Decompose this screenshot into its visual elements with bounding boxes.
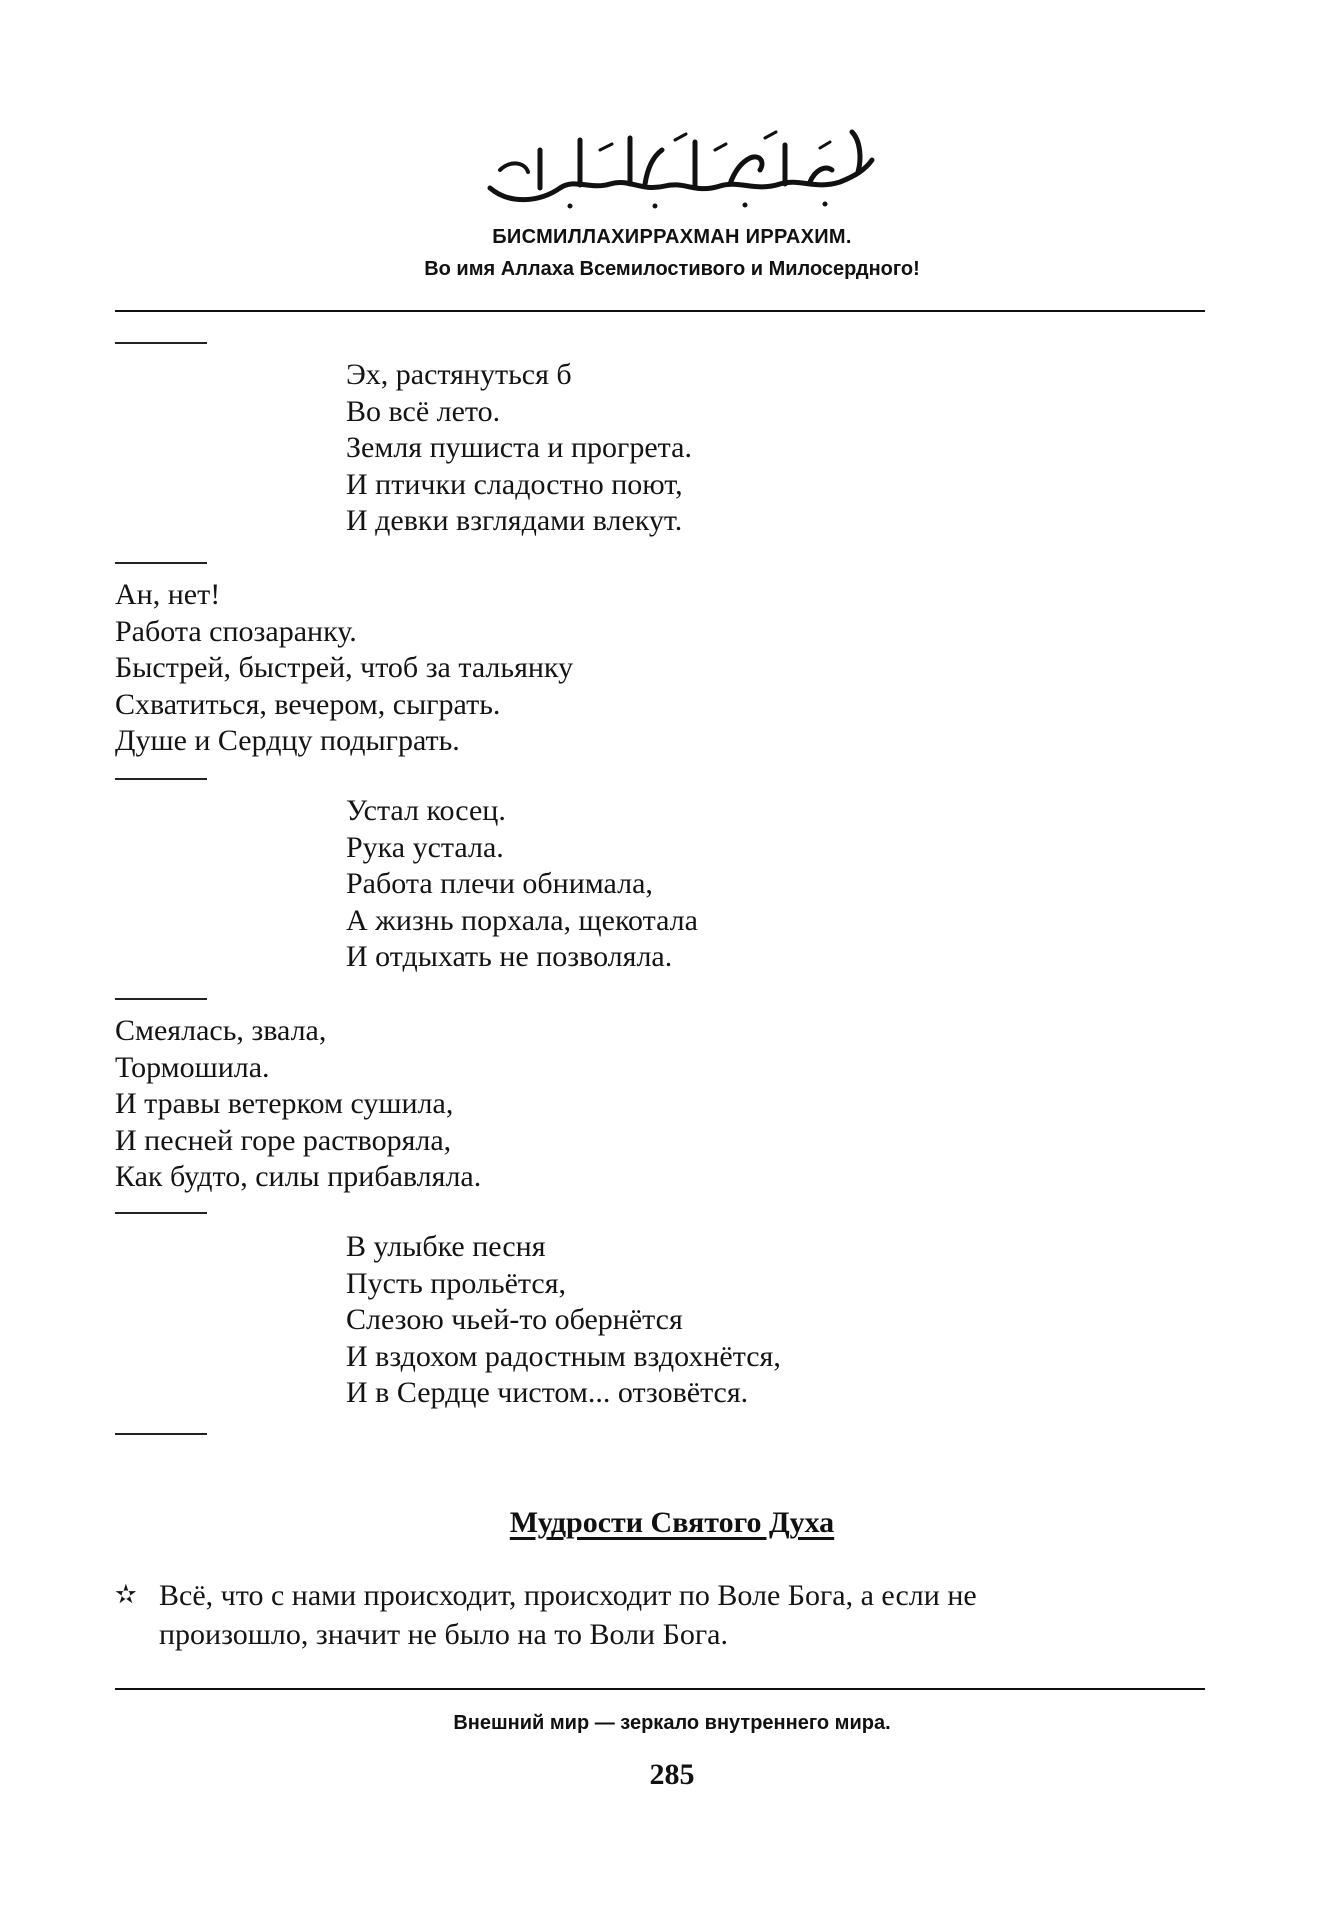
verse-line: Устал косец. <box>346 794 506 827</box>
star-outline-icon: ✫ <box>115 1580 137 1610</box>
stanza-3 <box>346 793 698 976</box>
verse-line: Пусть прольётся, <box>346 1266 566 1300</box>
header-divider <box>115 310 1205 312</box>
stanza-separator <box>115 1433 207 1435</box>
stanza-separator <box>115 778 207 780</box>
verse-line: Рука устала. <box>346 830 504 864</box>
verse-line: Быстрей, быстрей, чтоб за тальянку <box>115 651 574 684</box>
verse-line: Земля пушиста и прогрета. <box>346 431 692 464</box>
verse-line: Ан, нет! <box>115 578 221 611</box>
stanza-1 <box>346 357 692 540</box>
verse-line: А жизнь порхала, щекотала <box>346 903 698 937</box>
verse-line: И травы ветерком сушила, <box>115 1087 454 1120</box>
stanza-2 <box>115 577 573 760</box>
stanza-5 <box>346 1229 781 1412</box>
stanza-separator <box>115 1212 207 1214</box>
verse-line: И вздохом радостным вздохнётся, <box>346 1339 781 1373</box>
verse-line: И девки взглядами влекут. <box>346 504 683 537</box>
verse-line: Работа плечи обнимала, <box>346 867 653 900</box>
verse-line: Работа спозаранку. <box>115 614 357 648</box>
basmala-calligraphy-image <box>480 110 880 220</box>
footer-motto: Внешний мир — зеркало внутреннего мира. <box>453 1712 891 1734</box>
page-number: 285 <box>649 1758 695 1791</box>
footer-divider <box>115 1688 1205 1690</box>
verse-line: Как будто, силы прибавляла. <box>115 1160 482 1193</box>
verse-line: И песней горе растворяла, <box>115 1123 452 1157</box>
verse-line: И отдыхать не позволяла. <box>346 940 673 973</box>
verse-line: В улыбке песня <box>346 1230 546 1263</box>
stanza-4 <box>115 1013 481 1196</box>
wisdom-line: произошло, значит не было на то Воли Бога. <box>159 1618 728 1651</box>
verse-line: Эх, растянуться б <box>346 358 572 391</box>
verse-line: И птички сладостно поют, <box>346 467 683 501</box>
header-transliteration: БИСМИЛЛАХИРРАХМАН ИРРАХИМ. <box>492 226 852 248</box>
verse-line: Тормошила. <box>115 1050 270 1084</box>
stanza-separator <box>115 342 207 344</box>
verse-line: Слезою чьей-то обернётся <box>346 1303 683 1336</box>
stanza-separator <box>115 562 207 564</box>
verse-line: И в Сердце чистом... отзовётся. <box>346 1376 749 1409</box>
verse-line: Схватиться, вечером, сыграть. <box>115 687 501 721</box>
stanza-separator <box>115 998 207 1000</box>
wisdom-section-title: Мудрости Святого Духа <box>509 1506 835 1539</box>
wisdom-line: Всё, что с нами происходит, происходит по Воле Бога, а если не <box>159 1579 977 1612</box>
wisdom-item <box>115 1576 1205 1654</box>
header-translation: Во имя Аллаха Всемилостивого и Милосердного! <box>424 258 920 280</box>
verse-line: Душе и Сердцу подыграть. <box>115 724 460 757</box>
verse-line: Смеялась, звала, <box>115 1014 327 1047</box>
verse-line: Во всё лето. <box>346 394 501 428</box>
